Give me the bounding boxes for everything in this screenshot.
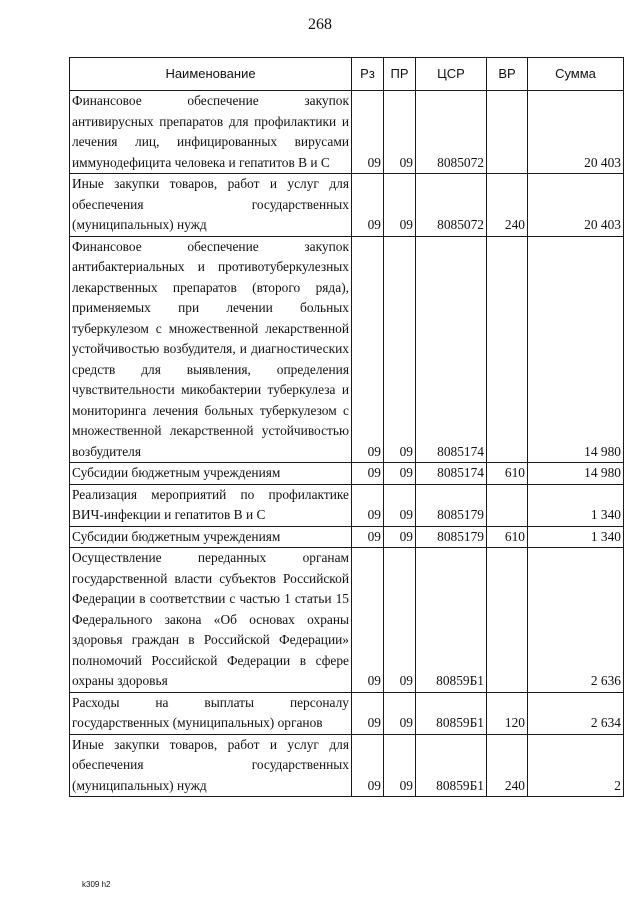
row-csr: 8085174 bbox=[416, 463, 487, 485]
row-rz: 09 bbox=[352, 463, 384, 485]
table-row bbox=[70, 548, 624, 693]
row-pr: 09 bbox=[384, 91, 416, 174]
row-rz: 09 bbox=[352, 526, 384, 548]
row-pr: 09 bbox=[384, 526, 416, 548]
header-sum: Сумма bbox=[528, 58, 624, 91]
footer-code: k309 h2 bbox=[82, 880, 111, 889]
header-csr: ЦСР bbox=[416, 58, 487, 91]
row-csr: 8085072 bbox=[416, 174, 487, 237]
row-name: Финансовое обеспечение закупок антибактериальных и противотуберкулезных лекарственных препаратов (второго ряда), применяемых при лечении больных туберкулезом с множественной лекарственной устойчивостью возбудителя, и диагностических средств для выявления, определения чувствительности микобактерии туберкулеза и мониторинга лечения больных туберкулезом с множественной лекарственной устойчивостью возбудителя bbox=[70, 236, 352, 463]
table-row bbox=[70, 463, 624, 485]
row-rz: 09 bbox=[352, 91, 384, 174]
row-csr: 8085179 bbox=[416, 526, 487, 548]
row-pr: 09 bbox=[384, 484, 416, 526]
row-vr: 240 bbox=[487, 174, 528, 237]
row-sum: 1 340 bbox=[528, 526, 624, 548]
header-rz: Рз bbox=[352, 58, 384, 91]
row-rz: 09 bbox=[352, 174, 384, 237]
row-rz: 09 bbox=[352, 236, 384, 463]
row-csr: 8085179 bbox=[416, 484, 487, 526]
row-vr bbox=[487, 548, 528, 693]
row-csr: 80859Б1 bbox=[416, 692, 487, 734]
row-sum: 20 403 bbox=[528, 91, 624, 174]
row-name: Субсидии бюджетным учреждениям bbox=[70, 463, 352, 485]
header-pr: ПР bbox=[384, 58, 416, 91]
row-vr bbox=[487, 484, 528, 526]
table-row bbox=[70, 692, 624, 734]
row-rz: 09 bbox=[352, 734, 384, 797]
row-pr: 09 bbox=[384, 548, 416, 693]
table-row bbox=[70, 236, 624, 463]
row-rz: 09 bbox=[352, 692, 384, 734]
table-row bbox=[70, 174, 624, 237]
row-name: Осуществление переданных органам государственной власти субъектов Российской Федерации в соответствии с частью 1 статьи 15 Федерального закона «Об основах охраны здоровья граждан в Российской Федерации» полномочий Российской Федерации в сфере охраны здоровья bbox=[70, 548, 352, 693]
row-vr: 120 bbox=[487, 692, 528, 734]
row-vr bbox=[487, 91, 528, 174]
row-sum: 1 340 bbox=[528, 484, 624, 526]
row-vr: 610 bbox=[487, 463, 528, 485]
row-csr: 8085174 bbox=[416, 236, 487, 463]
row-pr: 09 bbox=[384, 463, 416, 485]
row-pr: 09 bbox=[384, 692, 416, 734]
row-pr: 09 bbox=[384, 174, 416, 237]
header-name: Наименование bbox=[70, 58, 352, 91]
row-vr: 240 bbox=[487, 734, 528, 797]
row-sum: 2 636 bbox=[528, 548, 624, 693]
row-name: Иные закупки товаров, работ и услуг для обеспечения государственных (муниципальных) нужд bbox=[70, 734, 352, 797]
row-name: Иные закупки товаров, работ и услуг для обеспечения государственных (муниципальных) нужд bbox=[70, 174, 352, 237]
row-rz: 09 bbox=[352, 548, 384, 693]
budget-table bbox=[69, 57, 624, 797]
row-rz: 09 bbox=[352, 484, 384, 526]
row-vr: 610 bbox=[487, 526, 528, 548]
table-row bbox=[70, 526, 624, 548]
header-vr: ВР bbox=[487, 58, 528, 91]
row-csr: 8085072 bbox=[416, 91, 487, 174]
row-sum: 2 bbox=[528, 734, 624, 797]
row-sum: 14 980 bbox=[528, 463, 624, 485]
row-sum: 2 634 bbox=[528, 692, 624, 734]
row-pr: 09 bbox=[384, 236, 416, 463]
table-row bbox=[70, 91, 624, 174]
row-name: Расходы на выплаты персоналу государственных (муниципальных) органов bbox=[70, 692, 352, 734]
table-row bbox=[70, 484, 624, 526]
table-header-row bbox=[70, 58, 624, 91]
row-sum: 20 403 bbox=[528, 174, 624, 237]
row-name: Субсидии бюджетным учреждениям bbox=[70, 526, 352, 548]
row-sum: 14 980 bbox=[528, 236, 624, 463]
row-pr: 09 bbox=[384, 734, 416, 797]
row-csr: 80859Б1 bbox=[416, 548, 487, 693]
row-csr: 80859Б1 bbox=[416, 734, 487, 797]
table-row bbox=[70, 734, 624, 797]
row-vr bbox=[487, 236, 528, 463]
row-name: Финансовое обеспечение закупок антивирусных препаратов для профилактики и лечения лиц, инфицированных вирусами иммунодефицита человека и гепатитов В и С bbox=[70, 91, 352, 174]
page-number: 268 bbox=[308, 16, 332, 33]
row-name: Реализация мероприятий по профилактике ВИЧ-инфекции и гепатитов В и С bbox=[70, 484, 352, 526]
